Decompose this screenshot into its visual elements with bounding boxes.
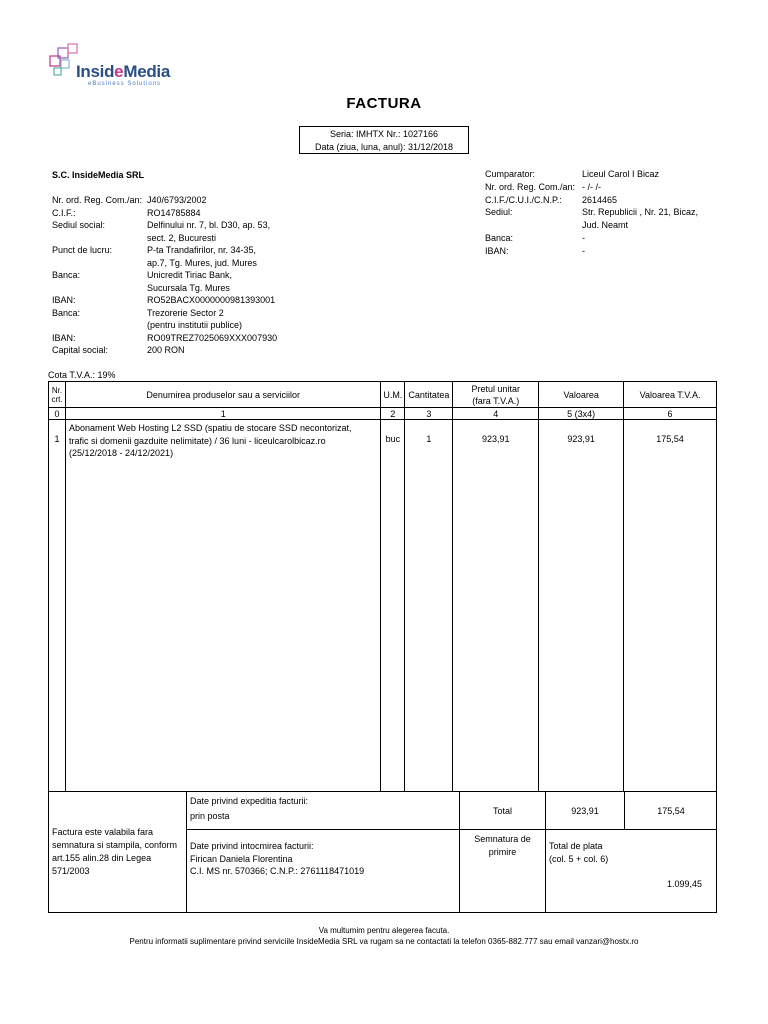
- supplier-name: S.C. InsideMedia SRL: [52, 170, 145, 180]
- item-nr: 1: [49, 420, 66, 792]
- invoice-date: Data (ziua, luna, anul): 31/12/2018: [314, 142, 454, 152]
- colnum-0: 0: [49, 408, 66, 420]
- colnum-2: 2: [381, 408, 405, 420]
- header-um: U.M.: [381, 382, 405, 408]
- colnum-4: 4: [453, 408, 539, 420]
- total-vat: 175,54: [657, 806, 685, 816]
- grand-total-value: 1.099,45: [666, 879, 702, 889]
- colnum-1: 1: [65, 408, 380, 420]
- item-um: buc: [381, 420, 405, 792]
- logo-wordmark: InsideMedia: [76, 62, 171, 81]
- item-quantity: 1: [405, 420, 453, 792]
- table-row: [49, 420, 717, 792]
- logo-tagline: eBusiness Solutions: [88, 81, 162, 87]
- grand-total-label: Total de plata (col. 5 + col. 6): [549, 841, 609, 864]
- buyer-details: Cumparator: Liceul Carol I Bicaz Nr. ord. Reg. Com./an: - /- /- C.I.F./C.U.I./C.N.P.: 2614465 Sediul: Str. Republicii , Nr. 21, Bicaz, Jud. Neamt Banca: - IBAN: -: [485, 169, 699, 256]
- document-title: FACTURA: [346, 95, 422, 112]
- item-description: Abonament Web Hosting L2 SSD (spatiu de stocare SSD necontorizat, trafic si domenii gazduite nelimitate) / 36 luni - liceulcarolbicaz.ro (25/12/2018 - 24/12/2021): [65, 420, 380, 792]
- header-vat: Valoarea T.V.A.: [624, 382, 717, 408]
- invoice-series: Seria: IMHTX Nr.: 1027166: [329, 129, 439, 139]
- item-vat: 175,54: [624, 420, 717, 792]
- total-value: 923,91: [571, 806, 599, 816]
- contact-note: Pentru informatii suplimentare privind serviciile InsideMedia SRL va rugam sa ne contactati la telefon 0365-882.777 sau email vanzari@hostx.ro: [129, 937, 639, 946]
- item-value: 923,91: [539, 420, 624, 792]
- validity-note: Factura este valabila fara semnatura si stampila, conform art.155 alin.28 din Legea 571/2003: [52, 827, 178, 876]
- issuer-name: Firican Daniela Florentina: [190, 854, 293, 864]
- signature-label: Semnatura de primire: [474, 834, 531, 857]
- column-numbers-row: [49, 408, 717, 420]
- issuer-id: C.I. MS nr. 570366; C.N.P.: 2761118471019: [190, 866, 365, 876]
- colnum-6: 6: [624, 408, 717, 420]
- thanks-note: Va multumim pentru alegerea facuta.: [318, 926, 450, 935]
- shipping-label: Date privind expeditia facturii:: [190, 796, 309, 806]
- item-unit-price: 923,91: [453, 420, 539, 792]
- issuer-label: Date privind intocmirea facturii:: [190, 841, 314, 851]
- header-description: Denumirea produselor sau a serviciilor: [65, 382, 380, 408]
- supplier-details: Nr. ord. Reg. Com./an: J40/6793/2002 C.I.F.: RO14785884 Sediul social: Delfinului nr. 7, bl. D30, ap. 53, sect. 2, Bucuresti Punct de lucru: P-ta Trandafirilor, nr. 34-35, ap.7, Tg. Mures, jud. Mures Banca: Unicredit Tiriac Bank, Sucursala Tg. Mures IBAN: RO52BACX0000000981393001 Banca: Trezorerie Sector 2 (pentru institutii publice) IBAN: RO09TREZ7025069XXX007930 Capital social: 200 RON: [52, 195, 278, 355]
- items-table: [48, 381, 717, 792]
- header-nr: Nr. crt.: [49, 382, 66, 408]
- colnum-3: 3: [405, 408, 453, 420]
- invoice-series-box: [299, 126, 469, 154]
- table-header-row: [49, 382, 717, 408]
- total-label: Total: [492, 806, 512, 816]
- vat-rate: Cota T.V.A.: 19%: [48, 370, 116, 380]
- colnum-5: 5 (3x4): [539, 408, 624, 420]
- header-value: Valoarea: [539, 382, 624, 408]
- shipping-value: prin posta: [190, 811, 230, 821]
- company-logo: [46, 40, 186, 95]
- header-quantity: Cantitatea: [405, 382, 453, 408]
- header-unit-price: Pretul unitar (fara T.V.A.): [453, 382, 539, 408]
